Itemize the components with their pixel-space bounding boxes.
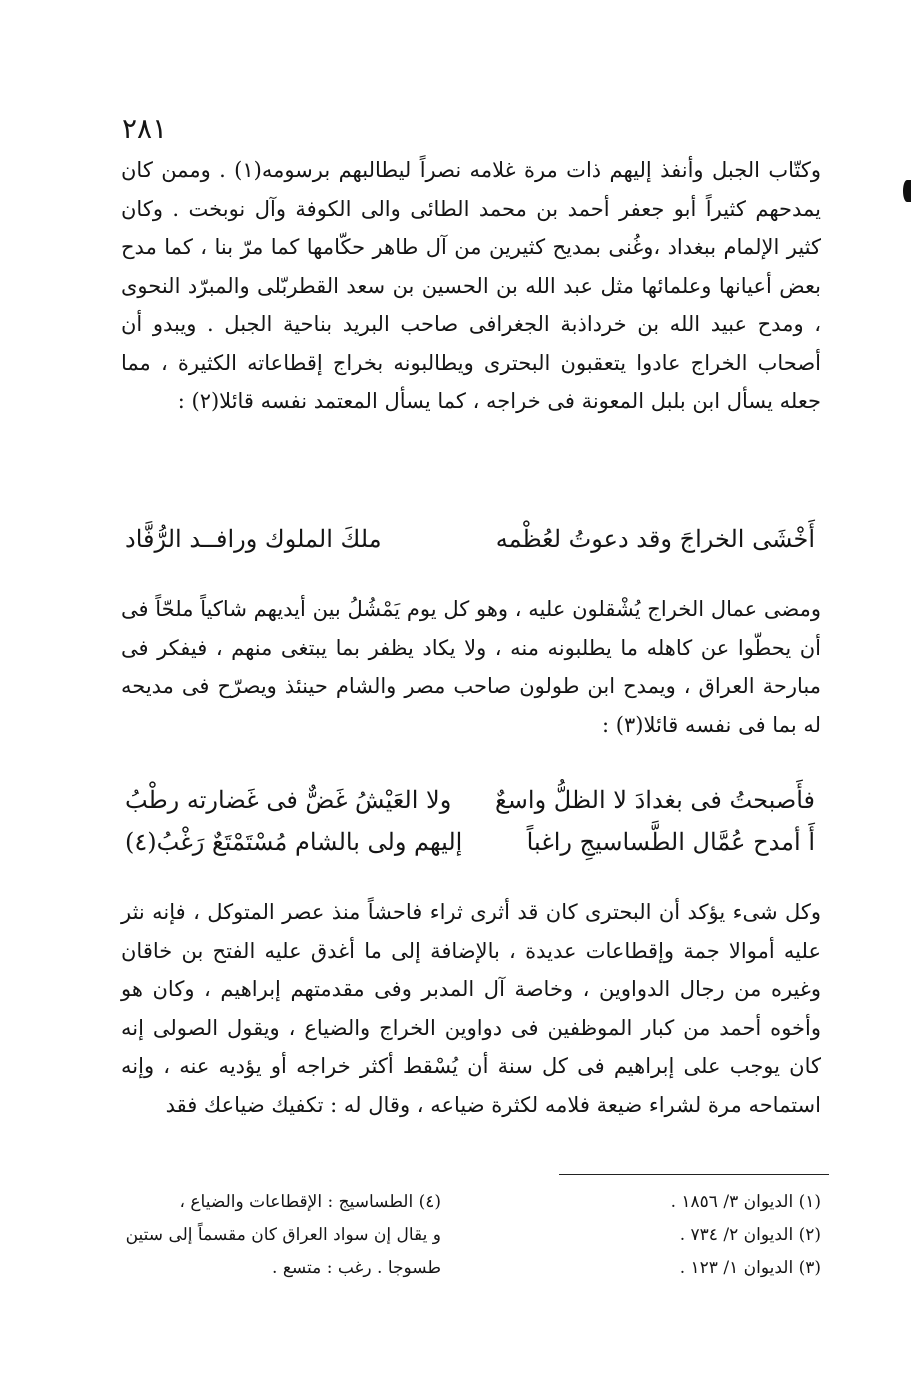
verse-line [125,779,815,821]
footnote-2: (٢) الديوان ٢/ ٧٣٤ . [679,1225,821,1245]
footnotes-column-left [121,1186,441,1285]
footnotes [121,1186,821,1285]
verse-first-hemistich: فأَصبحتُ فى بغدادَ لا الظلُّ واسعٌ [495,786,815,814]
footnote-1: (١) الديوان ٣/ ١٨٥٦ . [670,1192,821,1212]
paragraph-3 [121,893,821,1124]
paragraph-1 [121,151,821,421]
paragraph-text: وكل شىء يؤكد أن البحترى كان قد أثرى ثراء فاحشاً منذ عصر المتوكل ، فإنه نثر عليه أموالا جمة وإقطاعات عديدة ، بالإضافة إلى ما أغدق عليه الفتح بن خاقان وغيره من رجال الدواوين ، وخاصة آل المدبر وفى مقدمتهم إبراهيم ، وكان هو وأخوه أحمد من كبار الموظفين فى دواوين الخراج والضياع ، ويقول الصولى إنه كان يوجب على إبراهيم فى كل سنة أن يُسْقط أكثر خراجه أو يؤديه عنه ، وإنه استماحه مرة لشراء ضيعة فلامه لكثرة ضياعه ، وقال له : تكفيك ضياعك فقد [121,900,821,1117]
verse-block-1 [125,518,815,560]
verse-first-hemistich: أَ أمدح عُمَّال الطَّساسيجِ راغباً [526,828,815,856]
verse-line [125,821,815,863]
footnote-4-continued: و يقال إن سواد العراق كان مقسماً إلى ستين [125,1225,441,1245]
verse-first-hemistich: أَخْشَى الخراجَ وقد دعوتُ لعُظْمه [495,525,815,553]
footnote-4-continued: طسوجا . رغب : متسع . [272,1258,441,1278]
footnote-divider [559,1174,829,1175]
paragraph-text: ومضى عمال الخراج يُشْقلون عليه ، وهو كل يوم يَمْشُلُ بين أيديهم شاكياً ملحّاً فى أن يحطّوا عن كاهله ما يطلبونه منه ، ولا يكاد يظفر بما يبتغى منهم ، فيفكر فى مبارحة العراق ، ويمدح ابن طولون صاحب مصر والشام حينئذ ويصرّح فى مديحه له بما فى نفسه قائلا(٣) : [121,597,821,737]
verse-block-2 [125,779,815,863]
verse-second-hemistich: إليهم ولى بالشام مُسْتَمْتَعٌ رَغْبُ(٤) [125,828,463,856]
paragraph-text: وكتّاب الجبل وأنفذ إليهم ذات مرة غلامه نصراً ليطالبهم برسومه(١) . وممن كان يمدحهم كثيراً أبو جعفر أحمد بن محمد الطائى والى الكوفة وآل نوبخت . وكان كثير الإلمام ببغداد ،وغُنى بمديح كثيرين من آل طاهر حكّامها كما مرّ بنا ، كما مدح بعض أعيانها وعلمائها مثل عبد الله بن الحسين بن سعد القطربّلى والمبرّد النحوى ، ومدح عبيد الله بن خرداذبة الجغرافى صاحب البريد بناحية الجبل . ويبدو أن أصحاب الخراج عادوا يتعقبون البحترى ويطالبونه بخراج إقطاعاته الكثيرة ، مما جعله يسأل ابن بلبل المعونة فى خراجه ، كما يسأل المعتمد نفسه قائلا(٢) : [121,158,822,413]
verse-line [125,518,815,560]
margin-mark [903,180,911,202]
footnote-3: (٣) الديوان ١/ ١٢٣ . [679,1258,821,1278]
page-number: ٢٨١ [122,112,168,145]
footnotes-column-right [521,1186,821,1285]
footnote-4: (٤) الطساسيج : الإقطاعات والضياع ، [179,1192,441,1212]
paragraph-2 [121,590,821,744]
verse-second-hemistich: ولا العَيْشُ غَضٌّ فى غَضارته رطْبُ [125,786,452,814]
verse-second-hemistich: ملكَ الملوك ورافــد الرُّفَّاد [125,525,382,553]
